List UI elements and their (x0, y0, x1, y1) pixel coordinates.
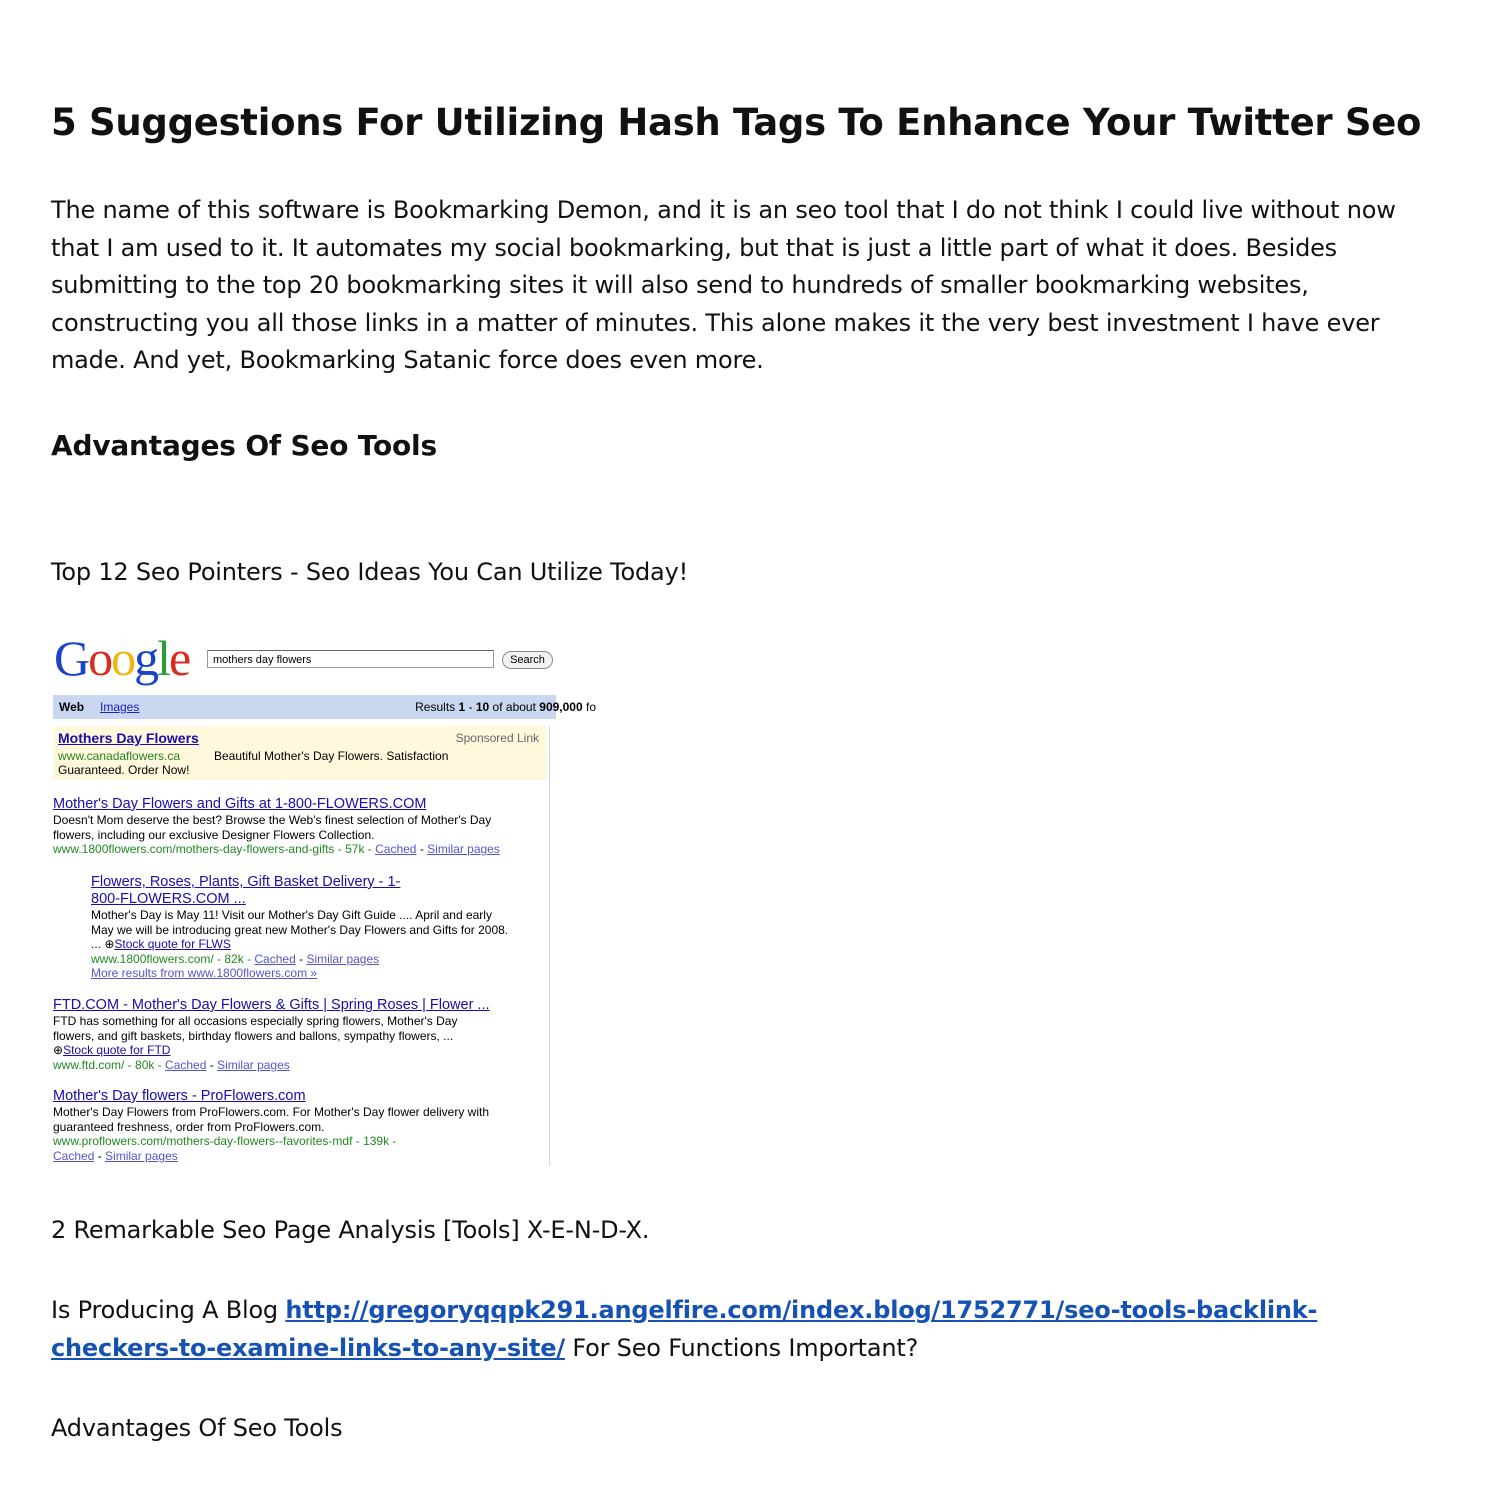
results-sep: - (465, 700, 476, 714)
similar-link: Similar pages (105, 1148, 178, 1163)
search-button: Search (502, 651, 553, 669)
search-result (53, 997, 490, 1072)
logo-letter: o (111, 630, 135, 686)
similar-link: Similar pages (427, 842, 500, 857)
result-url: www.1800flowers.com/ - 82k - (91, 951, 255, 966)
tab-web: Web (59, 700, 85, 714)
result-title-2: 800-FLOWERS.COM ... (91, 891, 246, 907)
search-result (91, 874, 508, 981)
search-result (53, 1088, 489, 1163)
results-range-a: 1 (458, 700, 466, 714)
result-snippet: Mother's Day Flowers from ProFlowers.com. For Mother's Day flower delivery with (53, 1105, 490, 1119)
result-snippet: FTD has something for all occasions especially spring flowers, Mother's Day (53, 1014, 458, 1028)
closing-line: Advantages Of Seo Tools (51, 1414, 343, 1442)
result-title: Mother's Day Flowers and Gifts at 1-800-FLOWERS.COM (53, 796, 427, 812)
ad-sponsored-label: Sponsored Link (455, 731, 539, 745)
stock-quote-link: Stock quote for FTD (63, 1043, 171, 1058)
results-tail: fo (582, 700, 596, 714)
result-title: Mother's Day flowers - ProFlowers.com (53, 1088, 306, 1104)
result-snippet: Mother's Day is May 11! Visit our Mother's Day Gift Guide .... April and early (91, 908, 492, 922)
cached-link: Cached (254, 951, 296, 966)
intro-paragraph: The name of this software is Bookmarking Demon, and it is an seo tool that I do not think I could live without now that I am used to it. It automates my social bookmarking, but that is just a little part of what it does. Besides submitting to the top 20 bookmarking sites it will also send to hundreds of smaller bookmarking websites, constructing you all those links in a matter of minutes. This alone makes it the very best investment I have ever made. And yet, Bookmarking Satanic force does even more. (51, 196, 1396, 375)
result-snippet: flowers, including our exclusive Designer Flowers Collection. (53, 827, 375, 842)
logo-letter: o (88, 630, 112, 686)
sponsored-ad (53, 726, 547, 780)
result-url: www.proflowers.com/mothers-day-flowers--favorites-mdf - 139k - (53, 1134, 397, 1149)
google-results-screenshot (51, 628, 596, 1168)
meta-sep: - (94, 1148, 106, 1163)
blog-line-before: Is Producing A Blog (51, 1296, 286, 1324)
results-range-b: 10 (475, 700, 490, 714)
result-meta (53, 842, 500, 857)
more-results-link: More results from www.1800flowers.com » (91, 966, 318, 981)
result-title: Flowers, Roses, Plants, Gift Basket Delivery - 1- (91, 874, 401, 890)
result-meta (53, 1058, 490, 1073)
result-snippet: flowers, and gift baskets, birthday flowers and ballons, sympathy flowers, ... (53, 1028, 454, 1043)
logo-letter: l (157, 630, 170, 686)
meta-sep: - (416, 842, 428, 857)
section-heading: Advantages Of Seo Tools (51, 429, 437, 462)
logo-letter: g (134, 630, 158, 686)
stock-row (91, 937, 508, 952)
google-logo (54, 628, 189, 688)
stock-prefix: ⊕ (53, 1043, 64, 1058)
search-input: mothers day flowers (207, 650, 494, 668)
results-bar (53, 695, 596, 719)
ad-title: Mothers Day Flowers (58, 730, 199, 746)
results-prefix: Results (415, 700, 459, 714)
ad-description-2: Guaranteed. Order Now! (58, 763, 190, 777)
cached-link: Cached (53, 1148, 95, 1163)
analysis-line: 2 Remarkable Seo Page Analysis [Tools] X-E-N-D-X. (51, 1216, 650, 1244)
result-url: www.1800flowers.com/mothers-day-flowers-and-gifts - 57k - (53, 842, 376, 857)
result-snippet: guaranteed freshness, order from ProFlowers.com. (53, 1119, 325, 1134)
similar-link: Similar pages (217, 1057, 290, 1072)
subtitle-line: Top 12 Seo Pointers - Seo Ideas You Can Utilize Today! (51, 558, 688, 586)
stock-prefix: ... ⊕ (91, 937, 115, 952)
stock-quote-link: Stock quote for FLWS (114, 937, 231, 952)
meta-sep: - (206, 1057, 218, 1072)
result-meta (53, 1149, 489, 1164)
ad-url: www.canadaflowers.ca (58, 749, 181, 763)
meta-sep: - (295, 951, 307, 966)
tab-images: Images (100, 700, 140, 714)
stock-row (53, 1043, 490, 1058)
result-title: FTD.COM - Mother's Day Flowers & Gifts | Spring Roses | Flower ... (53, 997, 490, 1013)
logo-letter: e (169, 630, 190, 686)
result-snippet: Doesn't Mom deserve the best? Browse the Web's finest selection of Mother's Day (53, 813, 492, 827)
result-snippet: May we will be introducing great new Mother's Day Flowers and Gifts for 2008. (91, 922, 509, 937)
result-meta (91, 952, 508, 967)
results-mid: of about (489, 700, 540, 714)
results-count (415, 695, 596, 719)
cached-link: Cached (165, 1057, 207, 1072)
column-divider (549, 726, 550, 1166)
cached-link: Cached (375, 842, 417, 857)
results-total: 909,000 (539, 700, 583, 714)
page-title: 5 Suggestions For Utilizing Hash Tags To Enhance Your Twitter Seo (51, 101, 1422, 144)
blog-line-after: For Seo Functions Important? (564, 1333, 919, 1362)
ad-description: Beautiful Mother's Day Flowers. Satisfaction (214, 749, 449, 763)
search-result (53, 796, 500, 857)
blog-line (51, 1292, 1431, 1367)
similar-link: Similar pages (306, 951, 380, 966)
blog-link[interactable]: http://gregoryqqpk291.angelfire.com/index.blog/1752771/seo-tools-backlink-checkers-to-examine-links-to-any-site/ (51, 1296, 1318, 1362)
logo-letter: G (54, 630, 89, 686)
result-url: www.ftd.com/ - 80k - (53, 1057, 166, 1072)
